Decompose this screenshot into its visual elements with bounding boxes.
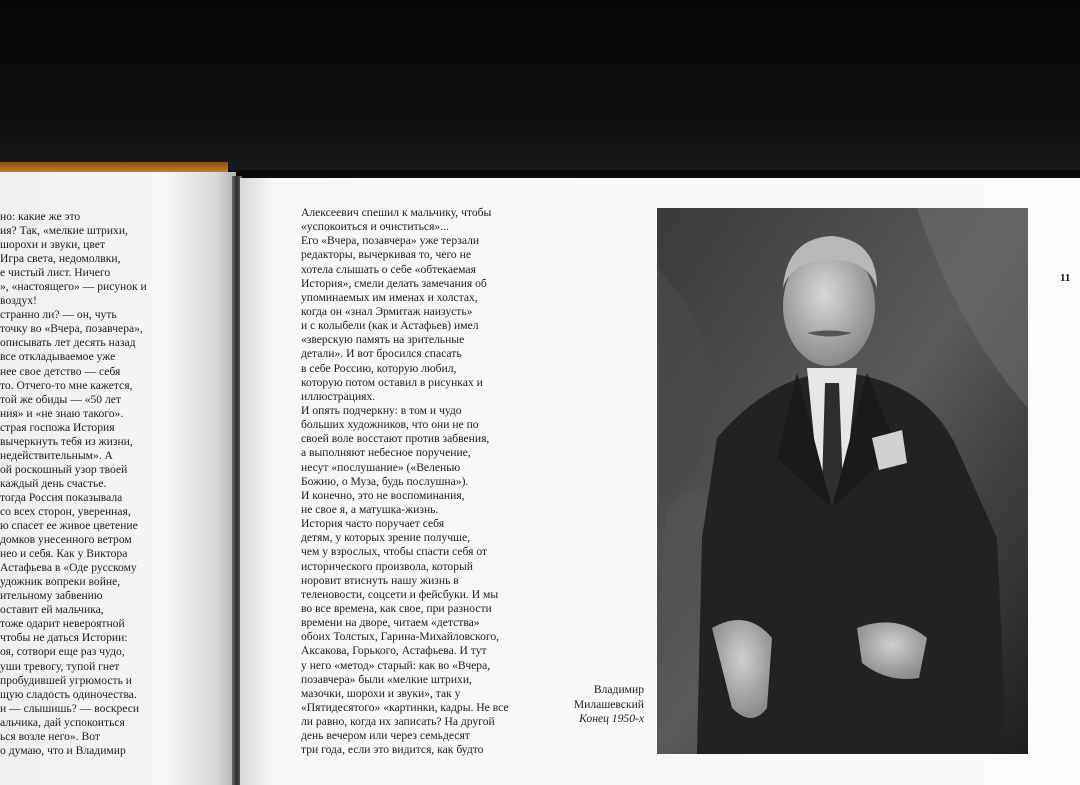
text-line: ния» и «не знаю такого».: [0, 406, 124, 420]
text-line: обоих Толстых, Гарина-Михайловского,: [301, 630, 500, 644]
text-line: ься возле него». Вот: [0, 729, 100, 743]
right-page: [240, 178, 1080, 785]
text-line: странно ли? — он, чуть: [0, 308, 117, 322]
portrait-photo-illustration: [657, 208, 1028, 754]
text-line: детали». И вот бросился спасать: [301, 347, 462, 361]
text-line: «Пятидесятого» «картинки, кадры. Не все: [301, 700, 509, 714]
text-line: нео и себя. Как у Виктора: [0, 547, 128, 561]
text-line: день вечером или через семьдесят: [301, 729, 470, 743]
text-line: со всех сторон, уверенная,: [0, 504, 131, 518]
text-line: во все времена, как свое, при разности: [301, 601, 492, 615]
scanner-background: [0, 0, 1080, 170]
text-line: теленовости, соцсети и фейсбуки. И мы: [301, 587, 499, 601]
text-line: нее свое детство — себя: [0, 364, 121, 378]
text-line: щую сладость одиночества.: [0, 687, 137, 701]
text-line: о думаю, что и Владимир: [0, 743, 126, 757]
text-line: оя, сотвори еще раз чудо,: [0, 645, 125, 659]
text-line: страя госпожа История: [0, 420, 115, 434]
text-line: норовит втиснуть нашу жизнь в: [301, 573, 459, 587]
text-line: той же обиды — «50 лет: [0, 392, 121, 406]
text-line: несут «послушание» («Веленью: [301, 460, 461, 474]
text-line: домков унесенного ветром: [0, 533, 132, 547]
text-line: И конечно, это не воспоминания,: [301, 488, 465, 502]
text-line: а выполняют небесное поручение,: [301, 446, 471, 460]
text-line: иллюстрациях.: [301, 389, 376, 403]
text-line: удожник вопреки войне,: [0, 575, 121, 589]
text-line: Астафьева в «Оде русскому: [0, 561, 137, 575]
text-line: у него «метод» старый: как во «Вчера,: [301, 658, 491, 672]
text-line: вычеркнуть тебя из жизни,: [0, 434, 133, 448]
text-line: ли равно, когда их записать? На другой: [301, 715, 495, 729]
page-number: 11: [1060, 272, 1071, 284]
text-line: История», смели делать замечания об: [301, 276, 487, 290]
text-line: ю спасет ее живое цветение: [0, 519, 138, 533]
text-line: но: какие же это: [0, 210, 81, 223]
photo-caption: [510, 683, 644, 727]
text-line: три года, если это видится, как будто: [301, 743, 484, 757]
text-line: тоже одарит невероятной: [0, 617, 125, 631]
text-line: в себе Россию, которую любил,: [301, 361, 457, 375]
text-line: «зверскую память на зрительные: [301, 333, 465, 347]
text-line: упоминаемых им именах и холстах,: [301, 290, 478, 304]
text-line: то. Отчего-то мне кажется,: [0, 378, 133, 392]
text-line: Игра света, недомолвки,: [0, 252, 121, 266]
text-line: Его «Вчера, позавчера» уже терзали: [301, 234, 480, 248]
text-line: мазочки, шорохи и звуки», так у: [301, 686, 461, 700]
text-line: пробудившей угрюмость и: [0, 673, 132, 687]
text-line: Алексеевич спешил к мальчику, чтобы: [301, 206, 492, 219]
text-line: каждый день счастье.: [0, 476, 107, 490]
text-line: и — слышишь? — воскреси: [0, 701, 140, 715]
caption-first-name: Владимир: [593, 683, 644, 696]
text-line: оставит ей мальчика,: [0, 603, 104, 617]
text-line: И опять подчеркну: в том и чудо: [301, 403, 462, 417]
text-line: чем у взрослых, чтобы спасти себя от: [301, 545, 488, 559]
text-line: и с колыбели (как и Астафьев) имел: [301, 319, 479, 333]
text-line: времени на дворе, читаем «детства»: [301, 616, 480, 630]
portrait-photo: [657, 208, 1028, 754]
text-line: редакторы, вычеркивая то, чего не: [301, 248, 471, 262]
text-line: альчика, дай успокоиться: [0, 715, 125, 729]
text-line: тогда Россия показывала: [0, 490, 123, 504]
text-line: е чистый лист. Ничего: [0, 266, 111, 280]
text-line: не свое я, а матушка-жизнь.: [301, 502, 439, 516]
text-line: воздух!: [0, 294, 37, 308]
left-page: [0, 172, 236, 785]
text-line: уши тревогу, тупой гнет: [0, 659, 120, 673]
text-line: точку во «Вчера, позавчера»,: [0, 322, 143, 336]
text-line: все откладываемое уже: [0, 350, 116, 364]
text-line: История часто поручает себя: [301, 517, 445, 531]
left-page-text: [0, 210, 230, 758]
text-line: больших художников, что они не по: [301, 418, 479, 432]
text-line: когда он «знал Эрмитаж наизусть»: [301, 304, 473, 318]
text-line: ия? Так, «мелкие штрихи,: [0, 224, 128, 238]
text-line: хотела слышать о себе «обтекаемая: [301, 262, 476, 276]
text-line: недействительным». А: [0, 448, 113, 462]
text-line: которую потом оставил в рисунках и: [301, 375, 483, 389]
text-line: Аксакова, Горького, Астафьева. И тут: [301, 644, 487, 658]
text-line: «успокоиться и очиститься»...: [301, 220, 449, 234]
text-line: описывать лет десять назад: [0, 336, 136, 350]
caption-date: Конец 1950-х: [579, 712, 644, 725]
text-line: исторического произвола, который: [301, 559, 474, 573]
text-line: ительному забвению: [0, 589, 103, 603]
text-line: шорохи и звуки, цвет: [0, 238, 105, 252]
text-line: позавчера» были «мелкие штрихи,: [301, 672, 472, 686]
text-line: Божию, о Муза, будь послушна»).: [301, 474, 469, 488]
text-line: чтобы не даться Истории:: [0, 631, 128, 645]
right-page-text-column: [301, 206, 533, 757]
text-line: своей воле восстают против забвения,: [301, 432, 490, 446]
text-line: детям, у которых зрение получше,: [301, 531, 471, 545]
text-line: ой роскошный узор твоей: [0, 462, 128, 476]
caption-last-name: Милашевский: [573, 697, 644, 711]
text-line: », «настоящего» — рисунок и: [0, 280, 147, 294]
